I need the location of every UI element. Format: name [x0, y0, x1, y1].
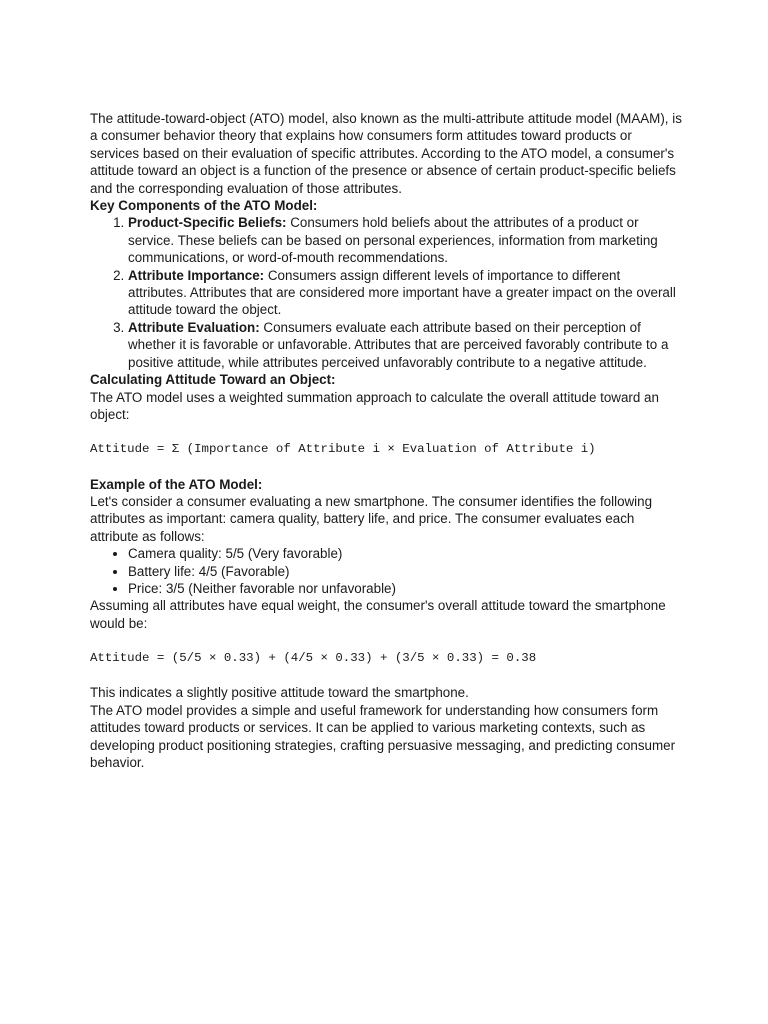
attitude-formula: Attitude = Σ (Importance of Attribute i × Evaluation of Attribute i)	[90, 441, 596, 456]
assumption-paragraph: Assuming all attributes have equal weight, the consumer's overall attitude toward the smartphone would be:	[90, 598, 666, 631]
example-heading: Example of the ATO Model:	[90, 476, 263, 492]
key-components-list	[90, 214, 682, 371]
example-paragraph: Let's consider a consumer evaluating a new smartphone. The consumer identifies the following attributes as important: camera quality, battery life, and price. The consumer evaluates each attribute as follows:	[90, 493, 653, 544]
list-item	[128, 267, 682, 319]
intro-paragraph: The attitude-toward-object (ATO) model, also known as the multi-attribute attitude model (MAAM), is a consumer behavior theory that explains how consumers form attitudes toward products or services based on their evaluation of specific attributes. According to the ATO model, a consumer's attitude toward an object is a function of the presence or absence of certain product-specific beliefs and the corresponding evaluation of those attributes.	[90, 111, 682, 196]
attribute-list	[90, 545, 682, 597]
key-components-heading: Key Components of the ATO Model:	[90, 198, 318, 214]
calculating-heading: Calculating Attitude Toward an Object:	[90, 372, 336, 388]
list-item: • Price: 3/5 (Neither favorable nor unfavorable)	[128, 580, 682, 597]
list-item-term: Product-Specific Beliefs:	[128, 215, 287, 231]
conclusion-paragraph: The ATO model provides a simple and useful framework for understanding how consumers form attitudes toward products or services. It can be applied to various marketing contexts, such as developing product positioning strategies, crafting persuasive messaging, and predicting consumer behavior.	[90, 702, 676, 770]
list-item	[128, 214, 682, 266]
list-item	[128, 319, 682, 371]
list-item-text: Consumers assign different levels of importance to different attributes. Attributes that are considered more important have a greater impact on the overall attitude toward the object.	[128, 267, 676, 318]
document-page	[90, 110, 682, 771]
calculating-paragraph: The ATO model uses a weighted summation approach to calculate the overall attitude toward an object:	[90, 389, 659, 422]
conclusion-line: This indicates a slightly positive attitude toward the smartphone.	[90, 685, 469, 701]
list-item: • Battery life: 4/5 (Favorable)	[128, 563, 682, 580]
list-item: • Camera quality: 5/5 (Very favorable)	[128, 545, 682, 562]
list-item-text: Consumers hold beliefs about the attributes of a product or service. These beliefs can be based on personal experiences, information from marketing communications, or word-of-mouth recommendations.	[128, 215, 658, 266]
list-item-term: Attribute Importance:	[128, 267, 265, 283]
list-item-text: Consumers evaluate each attribute based on their perception of whether it is favorable or unfavorable. Attributes that are perceived favorably contribute to a positive attitude, while attributes perceived unfavorably contribute to a negative attitude.	[128, 319, 669, 370]
list-item-term: Attribute Evaluation:	[128, 319, 260, 335]
example-formula: Attitude = (5/5 × 0.33) + (4/5 × 0.33) + (3/5 × 0.33) = 0.38	[90, 650, 537, 665]
